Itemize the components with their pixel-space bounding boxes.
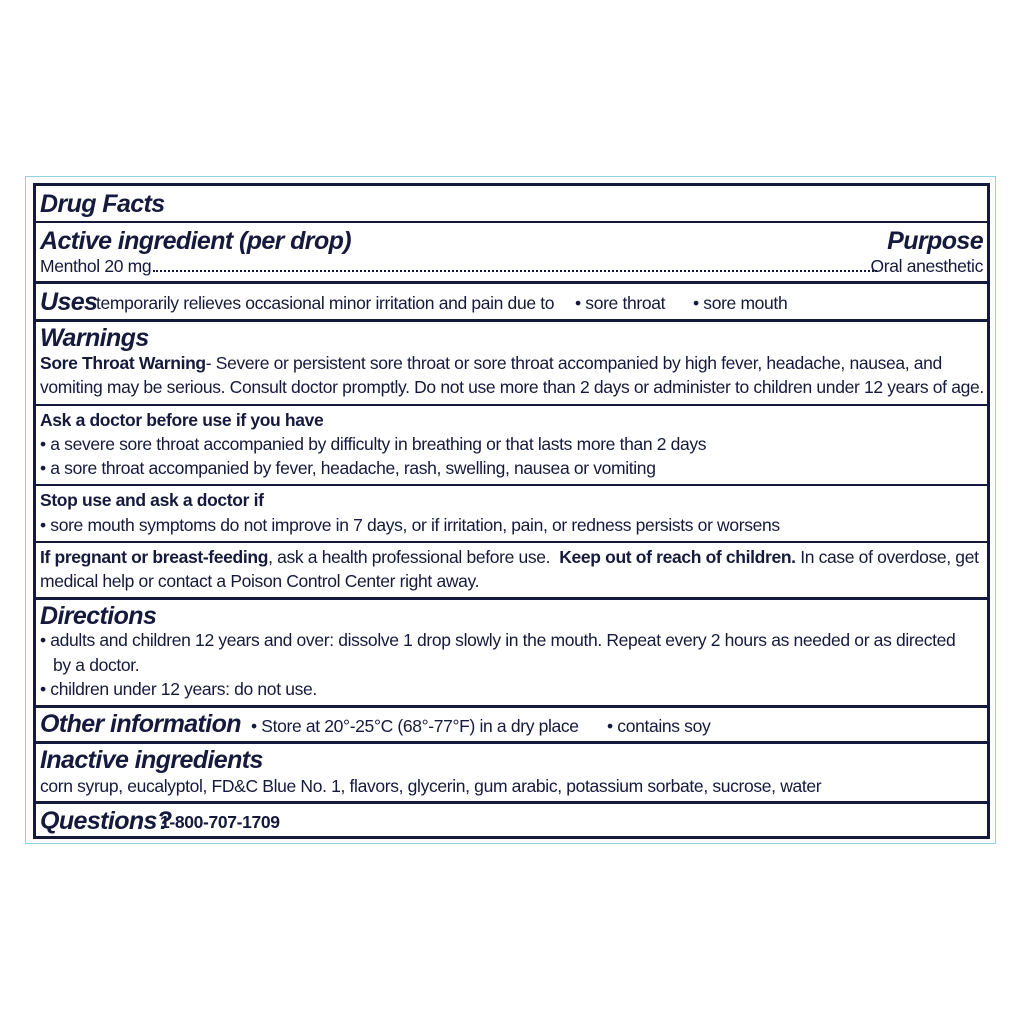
- warnings-heading: Warnings: [40, 324, 149, 352]
- other-information-heading: Other information: [40, 710, 241, 738]
- sore-throat-warning-line2: vomiting may be serious. Consult doctor promptly. Do not use more than 2 days or administer to children under 12 years of age.: [40, 377, 984, 397]
- purpose-value: Oral anesthetic: [870, 256, 983, 276]
- section-divider: [36, 705, 987, 708]
- ask-doctor-item: • a sore throat accompanied by fever, headache, rash, swelling, nausea or vomiting: [40, 458, 656, 478]
- keep-out-label: Keep out of reach of children.: [559, 547, 796, 567]
- sore-throat-warning-text: - Severe or persistent sore throat or sore throat accompanied by high fever, headache, nausea, and: [205, 353, 942, 373]
- dot-leader: [153, 268, 877, 272]
- inactive-ingredients-heading: Inactive ingredients: [40, 746, 263, 774]
- section-divider: [36, 741, 987, 744]
- section-divider: [36, 281, 987, 284]
- section-divider: [36, 801, 987, 804]
- sore-throat-warning-label: Sore Throat Warning: [40, 353, 206, 373]
- purpose-heading: Purpose: [887, 227, 983, 255]
- ask-doctor-item: • a severe sore throat accompanied by difficulty in breathing or that lasts more than 2 days: [40, 434, 707, 454]
- sore-throat-warning-line1: [40, 355, 942, 373]
- directions-item-continued: by a doctor.: [53, 655, 140, 675]
- uses-item-sore-throat: • sore throat: [575, 293, 666, 313]
- other-info-item-storage: • Store at 20°-25°C (68°-77°F) in a dry place: [251, 716, 579, 736]
- divider: [36, 484, 987, 486]
- questions-heading: Questions?: [40, 807, 172, 835]
- section-divider: [36, 597, 987, 600]
- pregnant-text: , ask a health professional before use.: [268, 547, 551, 567]
- drug-facts-title: Drug Facts: [40, 190, 165, 218]
- active-ingredient-value: Menthol 20 mg: [40, 256, 152, 276]
- drug-facts-panel: [33, 183, 990, 839]
- pregnant-label: If pregnant or breast-feeding: [40, 547, 269, 567]
- pregnant-warning-line1: [40, 549, 979, 567]
- stop-use-item: • sore mouth symptoms do not improve in 7 days, or if irritation, pain, or redness persists or worsens: [40, 515, 780, 535]
- overdose-text: In case of overdose, get: [800, 547, 979, 567]
- uses-heading: Uses: [40, 288, 98, 316]
- inactive-ingredients-list: corn syrup, eucalyptol, FD&C Blue No. 1, flavors, glycerin, gum arabic, potassium sorbate, sucrose, water: [40, 776, 822, 796]
- section-divider: [36, 319, 987, 322]
- questions-phone: 1-800-707-1709: [160, 812, 280, 832]
- active-ingredient-heading: Active ingredient (per drop): [40, 227, 352, 255]
- directions-item: • adults and children 12 years and over: dissolve 1 drop slowly in the mouth. Repeat every 2 hours as needed or as directed: [40, 630, 956, 650]
- uses-text: temporarily relieves occasional minor irritation and pain due to: [96, 293, 555, 313]
- divider: [36, 404, 987, 406]
- ask-doctor-heading: Ask a doctor before use if you have: [40, 410, 324, 430]
- other-info-item-soy: • contains soy: [607, 716, 711, 736]
- stop-use-heading: Stop use and ask a doctor if: [40, 490, 264, 510]
- uses-item-sore-mouth: • sore mouth: [693, 293, 788, 313]
- divider: [36, 221, 987, 223]
- overdose-line2: medical help or contact a Poison Control Center right away.: [40, 571, 480, 591]
- directions-heading: Directions: [40, 602, 157, 630]
- directions-item: • children under 12 years: do not use.: [40, 679, 317, 699]
- divider: [36, 541, 987, 543]
